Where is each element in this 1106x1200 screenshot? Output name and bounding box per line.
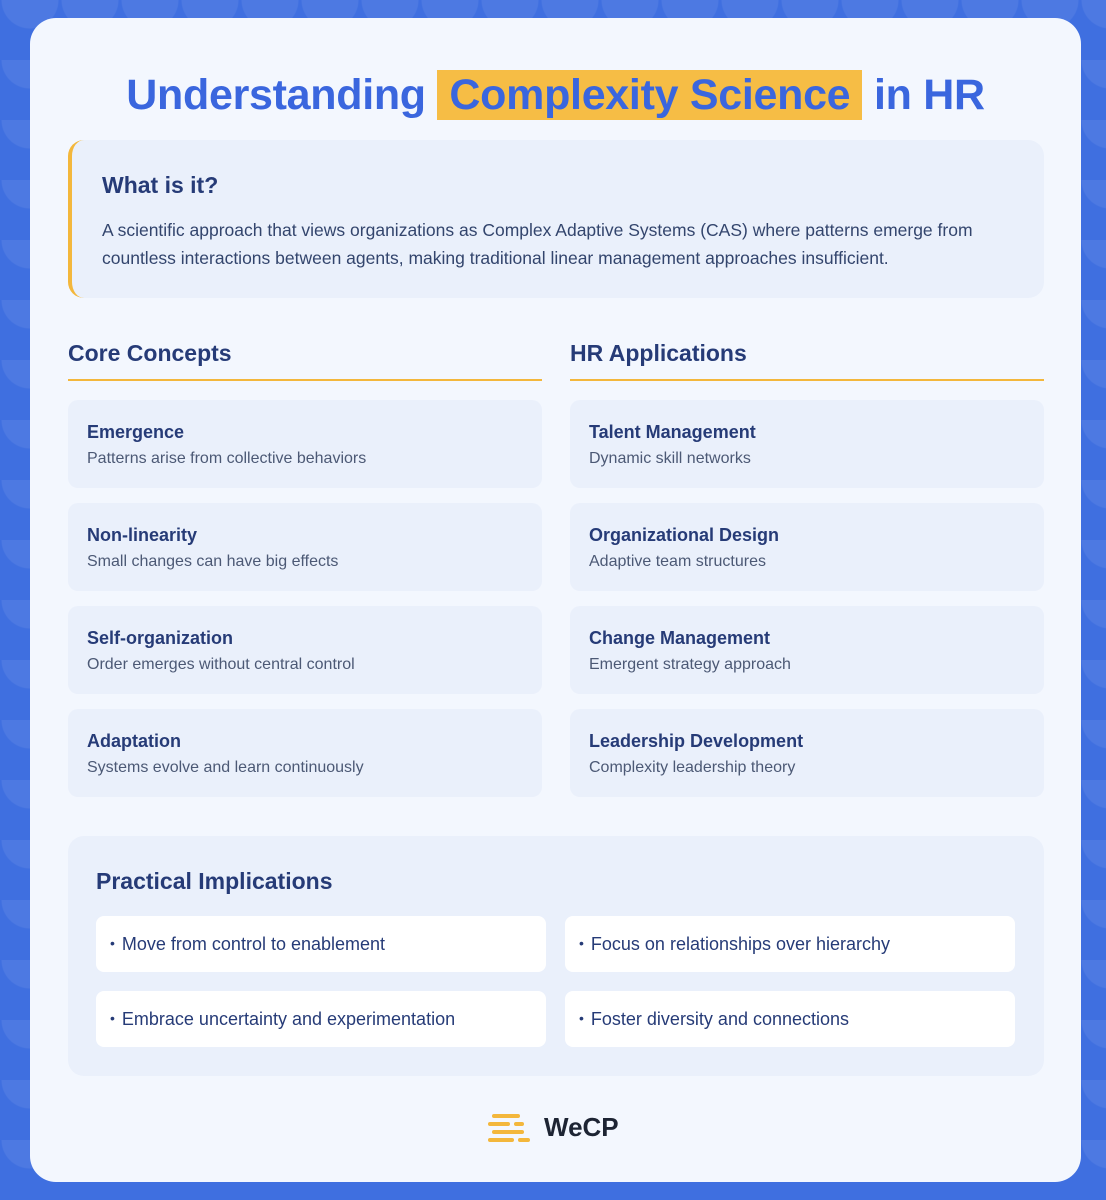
implication-item [565, 916, 1015, 972]
title-suffix: in HR [862, 71, 985, 119]
title-prefix: Understanding [126, 71, 438, 119]
practical-implications-heading: Practical Implications [96, 868, 333, 894]
concept-card [68, 606, 542, 694]
what-is-it-box [68, 140, 1044, 298]
concept-title: Self-organization [87, 628, 234, 648]
concept-desc: Order emerges without central control [87, 656, 355, 673]
bullet-icon: • [579, 1010, 584, 1026]
concept-desc: Small changes can have big effects [87, 553, 339, 570]
application-card [570, 606, 1044, 694]
implication-text: Move from control to enablement [121, 934, 386, 954]
concept-desc: Systems evolve and learn continuously [87, 759, 364, 776]
implication-text: Foster diversity and connections [590, 1009, 850, 1029]
concept-title: Non-linearity [87, 525, 198, 545]
concept-card [68, 400, 542, 488]
speed-lines-icon [488, 1112, 534, 1148]
application-card [570, 400, 1044, 488]
application-desc: Emergent strategy approach [589, 656, 791, 673]
application-desc: Adaptive team structures [589, 553, 766, 570]
bullet-icon: • [110, 935, 115, 951]
concept-card [68, 709, 542, 797]
implication-text: Focus on relationships over hierarchy [590, 934, 891, 954]
application-card [570, 709, 1044, 797]
title-highlight: Complexity Science [437, 70, 862, 120]
application-desc: Complexity leadership theory [589, 759, 796, 776]
page-title [30, 70, 1081, 120]
application-desc: Dynamic skill networks [589, 450, 751, 467]
implication-item [565, 991, 1015, 1047]
implication-item [96, 991, 546, 1047]
implication-item [96, 916, 546, 972]
core-concepts-heading: Core Concepts [68, 340, 542, 381]
wecp-logo [488, 1110, 628, 1150]
concept-title: Adaptation [87, 731, 181, 751]
application-title: Change Management [589, 628, 771, 648]
application-title: Leadership Development [589, 731, 804, 751]
application-card [570, 503, 1044, 591]
what-is-it-text: A scientific approach that views organizations as Complex Adaptive Systems (CAS) where patterns emerge from countless interactions between agents, making traditional linear management approaches insufficient. [102, 220, 973, 268]
application-title: Talent Management [589, 422, 756, 442]
infographic-card [30, 18, 1081, 1182]
concept-title: Emergence [87, 422, 185, 442]
concept-card [68, 503, 542, 591]
application-title: Organizational Design [589, 525, 780, 545]
brand-name: WeCP [544, 1112, 619, 1142]
what-is-it-heading: What is it? [102, 172, 219, 198]
practical-implications-box [68, 836, 1044, 1076]
bullet-icon: • [579, 935, 584, 951]
hr-applications-heading: HR Applications [570, 340, 1044, 381]
implication-text: Embrace uncertainty and experimentation [121, 1009, 456, 1029]
bullet-icon: • [110, 1010, 115, 1026]
concept-desc: Patterns arise from collective behaviors [87, 450, 367, 467]
